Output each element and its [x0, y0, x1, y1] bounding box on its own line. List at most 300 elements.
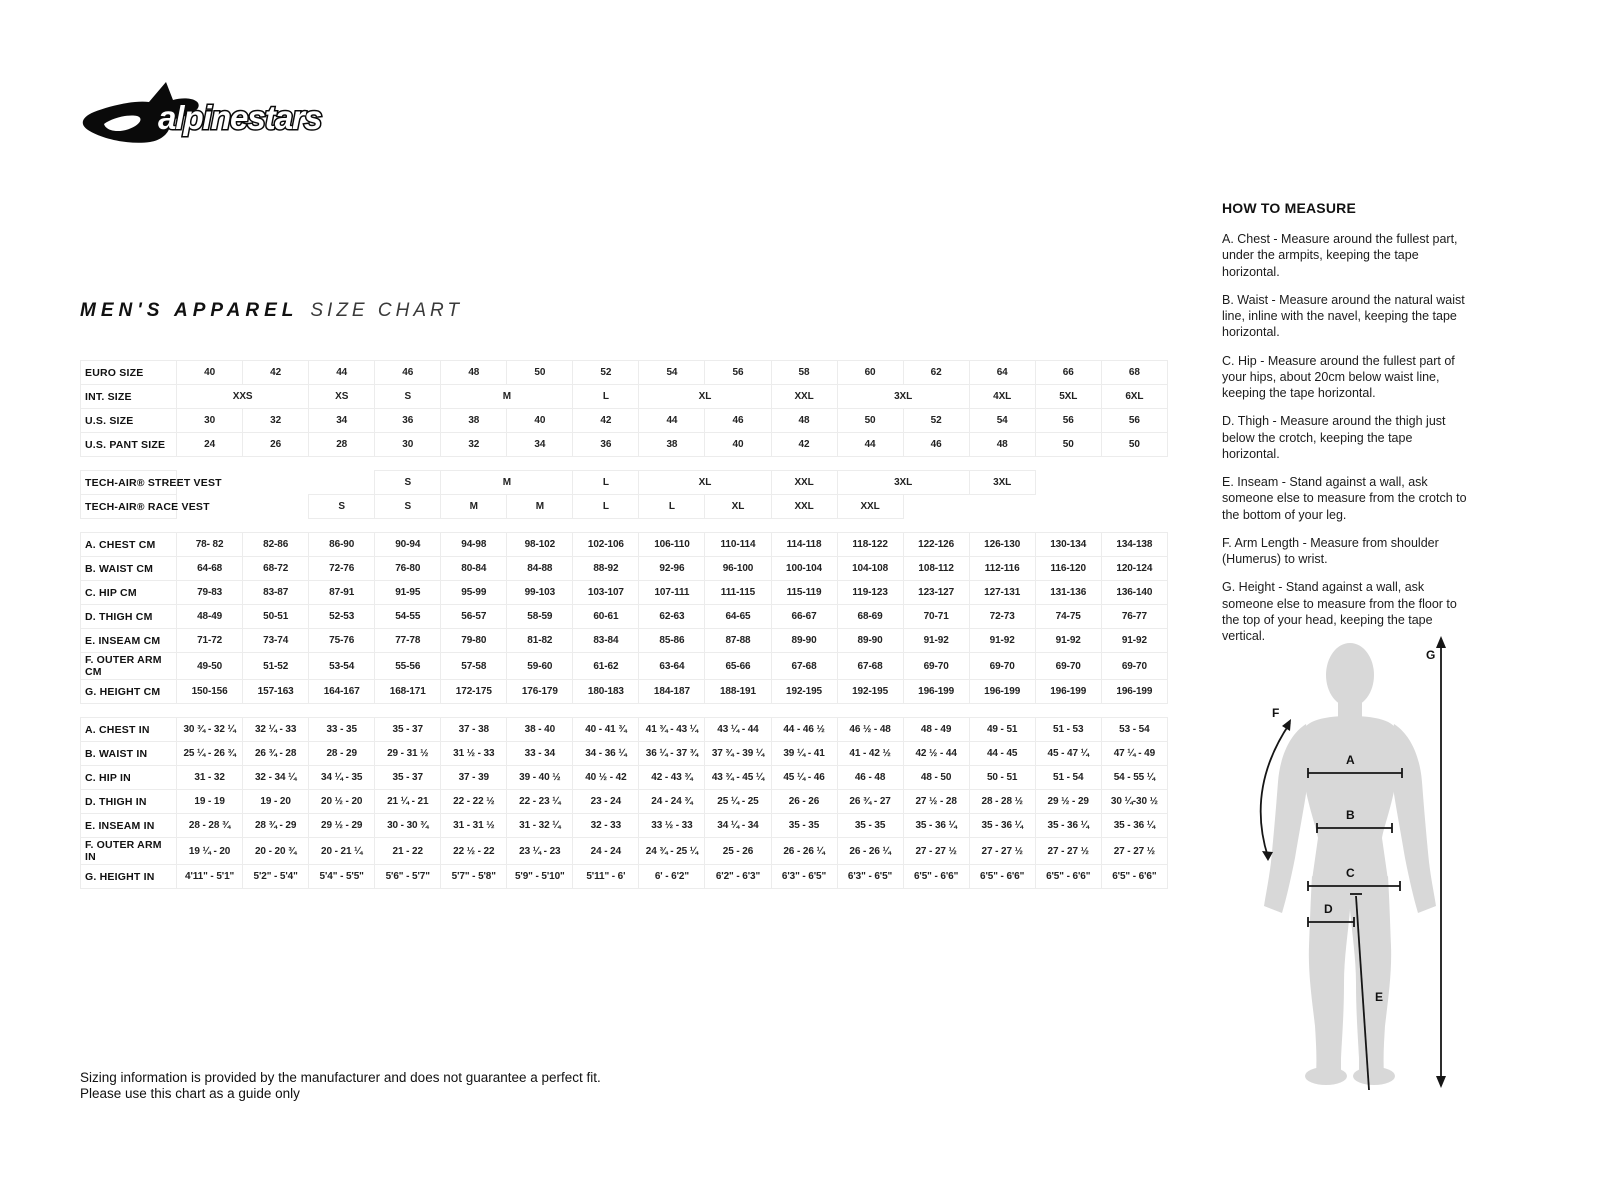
table-cell: 28 - 29 [309, 742, 375, 766]
size-chart-table [80, 360, 1168, 889]
table-cell: 67-68 [837, 653, 903, 680]
table-cell: 76-80 [375, 557, 441, 581]
empty-cell [309, 471, 375, 495]
table-cell: 21 - 22 [375, 838, 441, 865]
table-cell: 116-120 [1035, 557, 1101, 581]
table-cell: 98-102 [507, 533, 573, 557]
table-cell: 30 ¼-30 ½ [1101, 790, 1167, 814]
table-cell: 61-62 [573, 653, 639, 680]
figure-label-arm: F [1272, 706, 1280, 720]
table-row [81, 471, 1168, 495]
table-cell: 188-191 [705, 680, 771, 704]
measure-instruction: G. Height - Stand against a wall, ask someone else to measure from the floor to the top of your head, keeping the tape vertical. [1222, 580, 1457, 643]
table-cell: 67-68 [771, 653, 837, 680]
table-cell: 30 [177, 409, 243, 433]
how-to-measure-title: HOW TO MEASURE [1222, 200, 1356, 216]
table-cell: 6'5" - 6'6" [1101, 865, 1167, 889]
table-row [81, 680, 1168, 704]
table-cell: 172-175 [441, 680, 507, 704]
figure-label-inseam: E [1375, 990, 1384, 1004]
table-cell: 192-195 [771, 680, 837, 704]
table-cell: 31 - 32 [177, 766, 243, 790]
table-cell: 4'11" - 5'1" [177, 865, 243, 889]
table-cell: 39 - 40 ½ [507, 766, 573, 790]
table-cell: 81-82 [507, 629, 573, 653]
table-cell: 176-179 [507, 680, 573, 704]
table-cell: 6'5" - 6'6" [1035, 865, 1101, 889]
table-cell: XL [639, 385, 771, 409]
table-cell: 63-64 [639, 653, 705, 680]
table-cell: 27 - 27 ½ [903, 838, 969, 865]
table-cell: 53 - 54 [1101, 718, 1167, 742]
how-to-measure [1222, 200, 1468, 656]
table-cell: 40 ½ - 42 [573, 766, 639, 790]
table-cell: 34 ¼ - 35 [309, 766, 375, 790]
table-cell: 31 - 31 ½ [441, 814, 507, 838]
table-cell: 43 ¾ - 45 ¼ [705, 766, 771, 790]
row-label: F. OUTER ARM IN [81, 838, 177, 865]
table-cell: 32 [243, 409, 309, 433]
table-cell: 42 - 43 ¾ [639, 766, 705, 790]
table-cell: 6' - 6'2" [639, 865, 705, 889]
table-cell: 58 [771, 361, 837, 385]
table-cell: 60-61 [573, 605, 639, 629]
table-cell: XXL [837, 495, 903, 519]
table-cell: 84-88 [507, 557, 573, 581]
empty-cell [1101, 495, 1167, 519]
table-cell: 54-55 [375, 605, 441, 629]
row-label: C. HIP CM [81, 581, 177, 605]
table-cell: 33 - 34 [507, 742, 573, 766]
table-cell: 29 - 31 ½ [375, 742, 441, 766]
table-cell: 56 [705, 361, 771, 385]
table-cell: 86-90 [309, 533, 375, 557]
spacer-row [81, 704, 1168, 718]
table-cell: 31 - 32 ¼ [507, 814, 573, 838]
table-cell: 40 [705, 433, 771, 457]
table-cell: 134-138 [1101, 533, 1167, 557]
table-cell: 37 - 38 [441, 718, 507, 742]
how-to-measure-list [1222, 231, 1468, 644]
table-cell: 69-70 [1101, 653, 1167, 680]
table-cell: 48 [441, 361, 507, 385]
table-cell: 5'2" - 5'4" [243, 865, 309, 889]
measure-instruction: F. Arm Length - Measure from shoulder (Humerus) to wrist. [1222, 535, 1439, 566]
table-cell: L [573, 471, 639, 495]
table-cell: 150-156 [177, 680, 243, 704]
table-cell: 6'5" - 6'6" [903, 865, 969, 889]
table-cell: 99-103 [507, 581, 573, 605]
table-cell: 19 - 20 [243, 790, 309, 814]
table-cell: 89-90 [771, 629, 837, 653]
table-cell: 22 - 22 ½ [441, 790, 507, 814]
table-cell: 55-56 [375, 653, 441, 680]
table-cell: 56 [1101, 409, 1167, 433]
table-cell: 5'7" - 5'8" [441, 865, 507, 889]
table-cell: 26 - 26 ¼ [771, 838, 837, 865]
table-cell: 44 [837, 433, 903, 457]
measurement-figure [1238, 618, 1578, 1098]
table-row [81, 790, 1168, 814]
table-cell: 30 [375, 433, 441, 457]
table-cell: 48 - 49 [903, 718, 969, 742]
table-cell: 64 [969, 361, 1035, 385]
table-cell: XXL [771, 495, 837, 519]
table-cell: 20 - 21 ¼ [309, 838, 375, 865]
table-cell: 112-116 [969, 557, 1035, 581]
table-cell: 72-73 [969, 605, 1035, 629]
table-cell: 72-76 [309, 557, 375, 581]
table-cell: 35 - 36 ¼ [1035, 814, 1101, 838]
table-cell: S [375, 385, 441, 409]
table-row [81, 629, 1168, 653]
table-cell: 44 [639, 409, 705, 433]
title-main: MEN'S APPAREL [80, 300, 299, 321]
table-cell: 41 - 42 ½ [837, 742, 903, 766]
table-cell: 180-183 [573, 680, 639, 704]
table-cell: S [309, 495, 375, 519]
figure-label-height: G [1426, 648, 1436, 662]
table-cell: 126-130 [969, 533, 1035, 557]
table-cell: 49-50 [177, 653, 243, 680]
table-cell: 35 - 36 ¼ [969, 814, 1035, 838]
table-cell: 42 [243, 361, 309, 385]
table-cell: 5'6" - 5'7" [375, 865, 441, 889]
table-cell: 56-57 [441, 605, 507, 629]
table-cell: M [441, 495, 507, 519]
table-cell: 45 - 47 ¼ [1035, 742, 1101, 766]
table-row [81, 385, 1168, 409]
table-cell: 35 - 36 ¼ [1101, 814, 1167, 838]
empty-cell [1101, 471, 1167, 495]
table-cell: 23 ¼ - 23 [507, 838, 573, 865]
spacer-cell [81, 704, 1168, 718]
alpinestars-logo [74, 80, 374, 149]
table-cell: 62-63 [639, 605, 705, 629]
table-cell: 94-98 [441, 533, 507, 557]
table-cell: 28 - 28 ¾ [177, 814, 243, 838]
table-cell: 34 ¼ - 34 [705, 814, 771, 838]
table-cell: 48 [969, 433, 1035, 457]
table-row [81, 581, 1168, 605]
table-cell: 71-72 [177, 629, 243, 653]
table-cell: 59-60 [507, 653, 573, 680]
table-cell: S [375, 495, 441, 519]
table-cell: 95-99 [441, 581, 507, 605]
table-cell: 196-199 [903, 680, 969, 704]
table-cell: 54 - 55 ¼ [1101, 766, 1167, 790]
table-cell: 6'2" - 6'3" [705, 865, 771, 889]
row-label: D. THIGH IN [81, 790, 177, 814]
row-label: EURO SIZE [81, 361, 177, 385]
table-cell: 131-136 [1035, 581, 1101, 605]
row-label: E. INSEAM CM [81, 629, 177, 653]
row-label: A. CHEST IN [81, 718, 177, 742]
table-cell: 35 - 36 ¼ [903, 814, 969, 838]
figure-label-waist: B [1346, 808, 1355, 822]
row-label: D. THIGH CM [81, 605, 177, 629]
table-cell: 60 [837, 361, 903, 385]
table-cell: 25 ¼ - 25 [705, 790, 771, 814]
table-cell: 30 ¾ - 32 ¼ [177, 718, 243, 742]
title-sub: SIZE CHART [310, 300, 463, 321]
table-cell: 36 [375, 409, 441, 433]
table-cell: 21 ¼ - 21 [375, 790, 441, 814]
table-cell: 184-187 [639, 680, 705, 704]
table-cell: 26 - 26 [771, 790, 837, 814]
row-label: TECH-AIR® STREET VEST [81, 471, 177, 495]
disclaimer-line-2: Please use this chart as a guide only [80, 1086, 300, 1102]
table-cell: 22 - 23 ¼ [507, 790, 573, 814]
table-cell: 29 ½ - 29 [309, 814, 375, 838]
table-cell: 77-78 [375, 629, 441, 653]
empty-cell [903, 495, 969, 519]
table-cell: 66-67 [771, 605, 837, 629]
table-cell: 111-115 [705, 581, 771, 605]
table-cell: 127-131 [969, 581, 1035, 605]
table-row [81, 605, 1168, 629]
table-row [81, 533, 1168, 557]
table-cell: 80-84 [441, 557, 507, 581]
table-cell: 50 - 51 [969, 766, 1035, 790]
table-cell: 114-118 [771, 533, 837, 557]
table-cell: 23 - 24 [573, 790, 639, 814]
table-cell: 20 ½ - 20 [309, 790, 375, 814]
table-cell: 104-108 [837, 557, 903, 581]
table-row [81, 495, 1168, 519]
table-cell: 106-110 [639, 533, 705, 557]
table-cell: L [639, 495, 705, 519]
table-cell: 46 [705, 409, 771, 433]
table-row [81, 653, 1168, 680]
table-cell: 48-49 [177, 605, 243, 629]
table-cell: 32 [441, 433, 507, 457]
table-cell: 50-51 [243, 605, 309, 629]
table-row [81, 718, 1168, 742]
table-cell: 5'9" - 5'10" [507, 865, 573, 889]
table-row [81, 838, 1168, 865]
table-cell: 38 [441, 409, 507, 433]
table-cell: 35 - 35 [771, 814, 837, 838]
table-cell: 122-126 [903, 533, 969, 557]
table-cell: 46 [375, 361, 441, 385]
row-label: G. HEIGHT IN [81, 865, 177, 889]
table-cell: 192-195 [837, 680, 903, 704]
disclaimer [80, 1070, 601, 1103]
table-cell: 38 [639, 433, 705, 457]
table-cell: 87-88 [705, 629, 771, 653]
table-cell: S [375, 471, 441, 495]
table-cell: 103-107 [573, 581, 639, 605]
table-cell: 37 - 39 [441, 766, 507, 790]
table-row [81, 433, 1168, 457]
spacer-row [81, 519, 1168, 533]
table-cell: 19 ¼ - 20 [177, 838, 243, 865]
table-cell: 54 [969, 409, 1035, 433]
disclaimer-line-1: Sizing information is provided by the manufacturer and does not guarantee a perfect fit. [80, 1070, 601, 1085]
spacer-row [81, 457, 1168, 471]
table-cell: 40 [177, 361, 243, 385]
measure-instruction: A. Chest - Measure around the fullest part, under the armpits, keeping the tape horizontal. [1222, 232, 1458, 279]
table-cell: 91-92 [969, 629, 1035, 653]
table-cell: 76-77 [1101, 605, 1167, 629]
table-cell: 87-91 [309, 581, 375, 605]
size-chart-body [81, 361, 1168, 889]
row-label: U.S. SIZE [81, 409, 177, 433]
table-cell: 20 - 20 ¾ [243, 838, 309, 865]
table-cell: 91-92 [903, 629, 969, 653]
table-cell: 32 - 34 ¼ [243, 766, 309, 790]
table-cell: 91-92 [1035, 629, 1101, 653]
table-cell: 130-134 [1035, 533, 1101, 557]
figure-label-thigh: D [1324, 902, 1333, 916]
table-cell: XXS [177, 385, 309, 409]
table-row [81, 865, 1168, 889]
table-cell: 36 ¼ - 37 ¾ [639, 742, 705, 766]
table-cell: 64-65 [705, 605, 771, 629]
table-row [81, 557, 1168, 581]
table-row [81, 742, 1168, 766]
table-cell: 34 - 36 ¼ [573, 742, 639, 766]
table-cell: 40 [507, 409, 573, 433]
table-cell: 37 ¾ - 39 ¼ [705, 742, 771, 766]
table-cell: 45 ¼ - 46 [771, 766, 837, 790]
table-cell: 54 [639, 361, 705, 385]
table-cell: 3XL [837, 471, 969, 495]
table-cell: 50 [1101, 433, 1167, 457]
table-cell: 65-66 [705, 653, 771, 680]
row-label: B. WAIST CM [81, 557, 177, 581]
table-cell: 26 ¾ - 27 [837, 790, 903, 814]
table-cell: 110-114 [705, 533, 771, 557]
table-cell: 28 [309, 433, 375, 457]
table-cell: 157-163 [243, 680, 309, 704]
table-cell: 91-95 [375, 581, 441, 605]
table-row [81, 409, 1168, 433]
table-cell: 35 - 37 [375, 766, 441, 790]
table-cell: 69-70 [969, 653, 1035, 680]
empty-cell [969, 495, 1035, 519]
table-cell: 100-104 [771, 557, 837, 581]
table-cell: 27 - 27 ½ [1101, 838, 1167, 865]
empty-cell [243, 495, 309, 519]
spacer-cell [81, 519, 1168, 533]
table-cell: 32 - 33 [573, 814, 639, 838]
table-cell: 46 [903, 433, 969, 457]
measure-instruction: D. Thigh - Measure around the thigh just below the crotch, keeping the tape horizontal. [1222, 414, 1446, 461]
table-cell: 27 - 27 ½ [1035, 838, 1101, 865]
table-cell: 24 - 24 ¾ [639, 790, 705, 814]
table-cell: 73-74 [243, 629, 309, 653]
table-cell: 83-84 [573, 629, 639, 653]
table-cell: M [441, 385, 573, 409]
table-cell: 49 - 51 [969, 718, 1035, 742]
table-cell: 39 ¼ - 41 [771, 742, 837, 766]
body-silhouette [1264, 643, 1436, 1085]
empty-cell [1035, 495, 1101, 519]
measure-instruction: C. Hip - Measure around the fullest part of your hips, about 20cm below waist line, keeping the tape horizontal. [1222, 353, 1455, 400]
table-cell: 196-199 [1101, 680, 1167, 704]
table-cell: 52-53 [309, 605, 375, 629]
table-cell: XXL [771, 471, 837, 495]
table-cell: 41 ¾ - 43 ¼ [639, 718, 705, 742]
table-cell: 6'5" - 6'6" [969, 865, 1035, 889]
table-cell: 27 - 27 ½ [969, 838, 1035, 865]
page-title [80, 300, 463, 322]
row-label: U.S. PANT SIZE [81, 433, 177, 457]
table-cell: 75-76 [309, 629, 375, 653]
table-cell: 90-94 [375, 533, 441, 557]
table-cell: 88-92 [573, 557, 639, 581]
table-cell: 25 - 26 [705, 838, 771, 865]
table-cell: L [573, 385, 639, 409]
table-cell: 50 [837, 409, 903, 433]
table-cell: 46 - 48 [837, 766, 903, 790]
table-cell: 78- 82 [177, 533, 243, 557]
table-cell: 48 - 50 [903, 766, 969, 790]
table-cell: 69-70 [903, 653, 969, 680]
table-cell: 47 ¼ - 49 [1101, 742, 1167, 766]
table-cell: 24 [177, 433, 243, 457]
row-label: G. HEIGHT CM [81, 680, 177, 704]
table-cell: L [573, 495, 639, 519]
figure-label-hip: C [1346, 866, 1355, 880]
row-label: TECH-AIR® RACE VEST [81, 495, 177, 519]
spacer-cell [81, 457, 1168, 471]
table-cell: 68 [1101, 361, 1167, 385]
table-cell: 51-52 [243, 653, 309, 680]
row-label: A. CHEST CM [81, 533, 177, 557]
table-cell: 89-90 [837, 629, 903, 653]
table-cell: 53-54 [309, 653, 375, 680]
table-cell: 123-127 [903, 581, 969, 605]
table-cell: 52 [903, 409, 969, 433]
table-cell: M [441, 471, 573, 495]
row-label: INT. SIZE [81, 385, 177, 409]
table-cell: 168-171 [375, 680, 441, 704]
table-cell: 22 ½ - 22 [441, 838, 507, 865]
table-cell: 85-86 [639, 629, 705, 653]
table-cell: 24 ¾ - 25 ¼ [639, 838, 705, 865]
table-cell: 29 ½ - 29 [1035, 790, 1101, 814]
table-cell: 62 [903, 361, 969, 385]
table-cell: 24 - 24 [573, 838, 639, 865]
row-label: C. HIP IN [81, 766, 177, 790]
table-cell: 44 - 45 [969, 742, 1035, 766]
table-cell: 30 - 30 ¾ [375, 814, 441, 838]
figure-label-chest: A [1346, 753, 1355, 767]
table-cell: 34 [309, 409, 375, 433]
row-label: B. WAIST IN [81, 742, 177, 766]
table-cell: 56 [1035, 409, 1101, 433]
table-cell: 4XL [969, 385, 1035, 409]
body-figure-svg [1238, 618, 1578, 1093]
table-cell: 120-124 [1101, 557, 1167, 581]
table-cell: 48 [771, 409, 837, 433]
measure-instruction: E. Inseam - Stand against a wall, ask someone else to measure from the crotch to the bottom of your leg. [1222, 475, 1467, 522]
table-row [81, 814, 1168, 838]
table-cell: 6'3" - 6'5" [837, 865, 903, 889]
table-cell: 196-199 [969, 680, 1035, 704]
table-cell: 3XL [969, 471, 1035, 495]
table-cell: 38 - 40 [507, 718, 573, 742]
table-cell: 35 - 35 [837, 814, 903, 838]
table-cell: 64-68 [177, 557, 243, 581]
table-cell: 32 ¼ - 33 [243, 718, 309, 742]
table-cell: 68-72 [243, 557, 309, 581]
table-cell: 51 - 54 [1035, 766, 1101, 790]
measure-instruction: B. Waist - Measure around the natural waist line, inline with the navel, keeping the tape horizontal. [1222, 292, 1465, 340]
